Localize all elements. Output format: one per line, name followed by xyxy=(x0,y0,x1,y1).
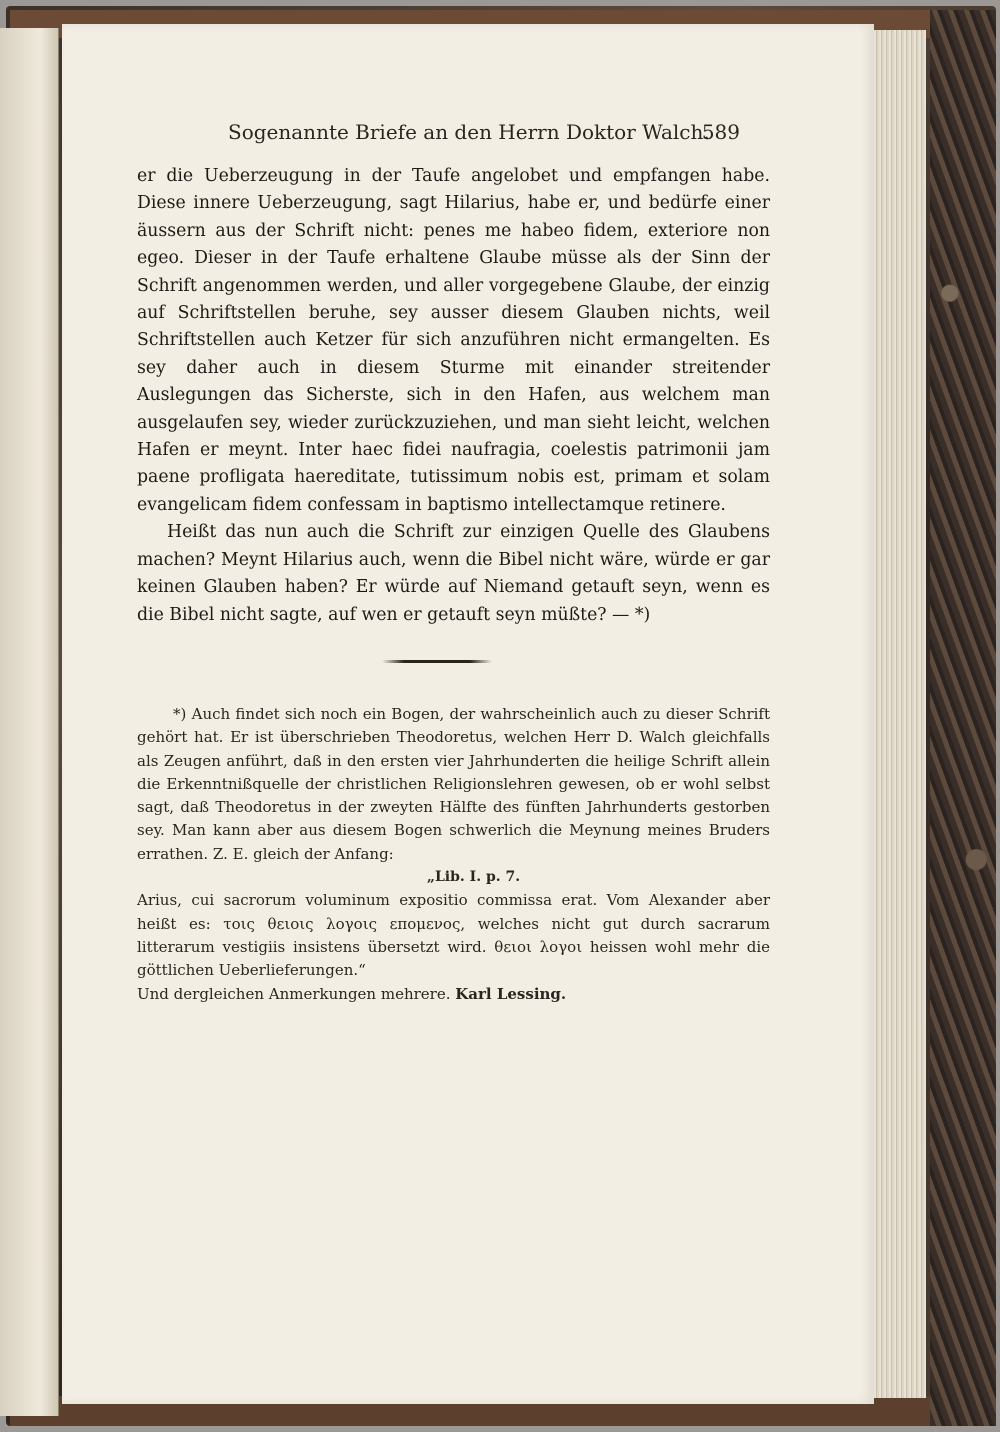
footnote-text: *) Auch findet sich noch ein Bogen, der wahrscheinlich auch zu dieser Schrift gehört hat. Er ist überschrieben Theodoretus, welchen Herr D. Walch gleichfalls als Zeugen anführt, daß in den ersten vier Jahrhunderten die heilige Schrift allein die Erkenntnißquelle der christlichen Religionslehren gewesen, ob er wohl selbst sagt, daß Theodoretus in der zweyten Hälfte des fünften Jahrhunderts gestorben sey. Man kann aber aus diesem Bogen schwerlich die Meynung meines Bruders errathen. Z. E. gleich der Anfang: xyxy=(137,705,770,863)
paragraph-1: er die Ueberzeugung in der Taufe angelobet und empfangen habe. Diese innere Ueberzeugung, sagt Hilarius, habe er, und bedürfe einer äussern aus der Schrift nicht: penes me habeo fidem, exteriore non egeo. Dieser in der Taufe erhaltene Glaube müsse als der Sinn der Schrift angenommen werden, und aller vorgegebene Glaube, der einzig auf Schriftstellen beruhe, sey ausser diesem Glauben nichts, weil Schriftstellen auch Ketzer für sich anzuführen nicht ermangelten. Es sey daher auch in diesem Sturme mit einander streitender Auslegungen das Sicherste, sich in den Hafen, aus welchem man ausgelaufen sey, wieder zurückzuziehen, und man sieht leicht, welchen Hafen er meynt. Inter haec fidei naufragia, coelestis patrimonii jam paene profligata haereditate, tutissimum nobis est, primam et solam evangelicam fidem confessam in baptismo intellectamque retinere. xyxy=(137,166,770,515)
marbled-edge xyxy=(930,10,996,1426)
running-title: Sogenannte Briefe an den Herrn Doktor Walch. xyxy=(228,120,710,144)
quote-text: Arius, cui sacrorum voluminum expositio commissa erat. Vom Alexander aber heißt es: τοις θειοις λογοις επομενος, welches nicht gut durch sacrarum litterarum vestigiis insistens übersetzt wird. θειοι λογοι heissen wohl mehr die göttlichen Ueberlieferungen.“ xyxy=(137,891,770,980)
paragraph-2: Heißt das nun auch die Schrift zur einzigen Quelle des Glaubens machen? Meynt Hilarius auch, wenn die Bibel nicht wäre, würde er gar keinen Glauben haben? Er würde auf Niemand getauft seyn, wenn es die Bibel nicht sagte, auf wen er getauft seyn müßte? — *) xyxy=(137,522,770,625)
main-text xyxy=(137,163,770,629)
footnote-closing xyxy=(137,983,770,1006)
closing-text: Und dergleichen Anmerkungen mehrere. xyxy=(137,984,451,1003)
separator-rule xyxy=(382,660,492,663)
page-stack-edges xyxy=(874,30,926,1398)
page-number: 589 xyxy=(701,120,740,144)
signature: Karl Lessing. xyxy=(455,984,567,1003)
left-page-edge xyxy=(0,28,59,1416)
footnote xyxy=(137,703,770,1006)
quote-reference: „Lib. I. p. 7. xyxy=(426,869,521,886)
